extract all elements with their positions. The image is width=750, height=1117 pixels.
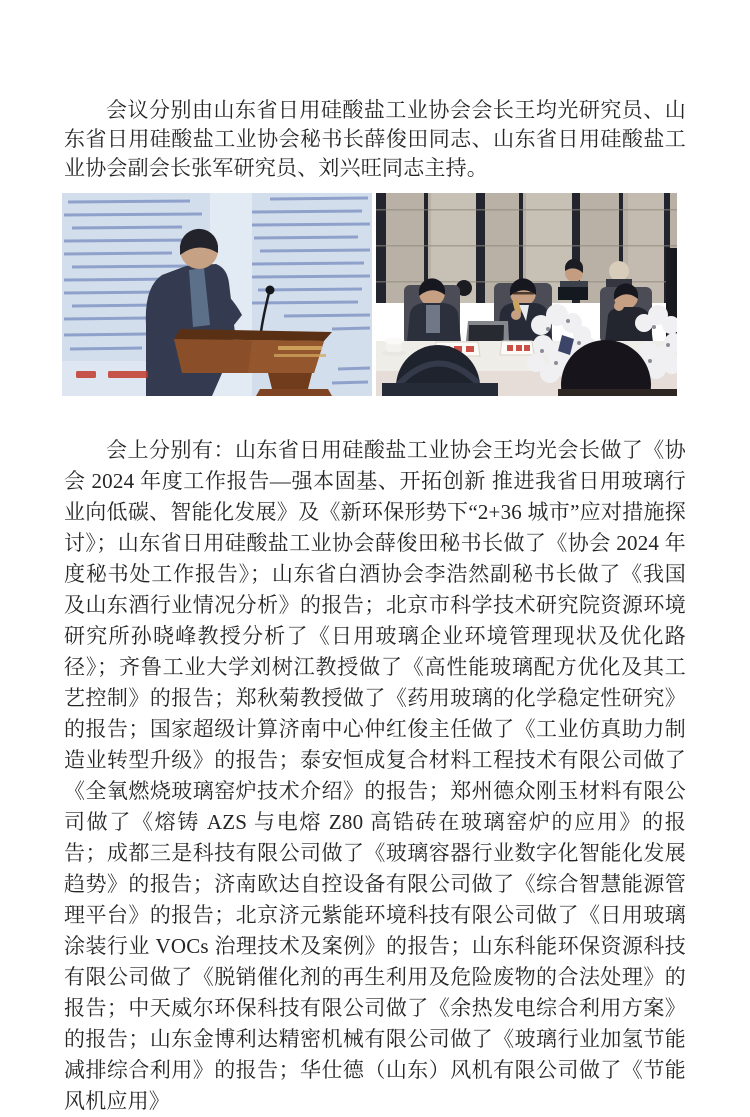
paragraph-meeting-hosts: 会议分别由山东省日用硅酸盐工业协会会长王均光研究员、山东省日用硅酸盐工业协会秘书长薛俊田同志、山东省日用硅酸盐工业协会副会长张军研究员、刘兴旺同志主持。 <box>64 98 686 180</box>
speaker-at-podium-photo <box>62 193 372 396</box>
red-caption-marks <box>76 371 148 378</box>
conference-attendees-photo <box>376 193 677 396</box>
name-card-center <box>500 341 534 355</box>
paragraph-conference-reports: 会上分别有：山东省日用硅酸盐工业协会王均光会长做了《协会 2024 年度工作报告—强本固基、开拓创新 推进我省日用玻璃行业向低碳、智能化发展》及《新环保形势下“2+36 城市”应对措施探讨》；山东省日用硅酸盐工业协会薛俊田秘书长做了《协会 2024 年度秘书处工作报告》；山东省白酒协会李浩然副秘书长做了《我国及山东酒行业情况分析》的报告；北京市科学技术研究院资源环境研究所孙晓峰教授分析了《日用玻璃企业环境管理现状及优化路径》；齐鲁工业大学刘树江教授做了《高性能玻璃配方优化及其工艺控制》的报告；郑秋菊教授做了《药用玻璃的化学稳定性研究》的报告；国家超级计算济南中心仲红俊主任做了《工业仿真助力制造业转型升级》的报告；泰安恒成复合材料工程技术有限公司做了《全氧燃烧玻璃窑炉技术介绍》的报告；郑州德众刚玉材料有限公司做了《熔铸 AZS 与电熔 Z80 高锆砖在玻璃窑炉的应用》的报告；成都三是科技有限公司做了《玻璃容器行业数字化智能化发展趋势》的报告；济南欧达自控设备有限公司做了《综合智慧能源管理平台》的报告；北京济元紫能环境科技有限公司做了《日用玻璃涂装行业 VOCs 治理技术及案例》的报告；山东科能环保资源科技有限公司做了《脱销催化剂的再生利用及危险废物的合法处理》的报告；中天威尔环保科技有限公司做了《余热发电综合利用方案》的报告；山东金博利达精密机械有限公司做了《玻璃行业加氢节能减排综合利用》的报告；华仕德（山东）风机有限公司做了《节能风机应用》 <box>64 438 686 1113</box>
photo-row <box>62 193 686 396</box>
